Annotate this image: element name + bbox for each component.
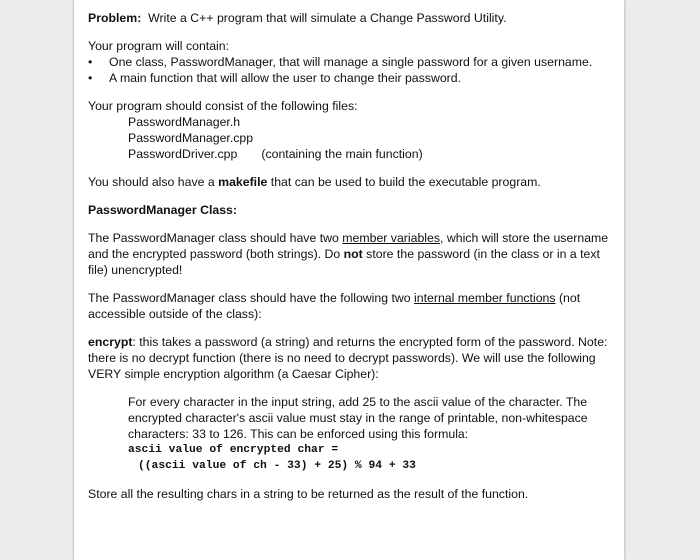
member-vars-text-after: store the password (in the class or in a text file) unencrypted! [88,247,600,277]
bullet-icon: • [88,55,93,69]
member-variables-term: member variables [342,231,441,245]
algorithm-block [88,394,612,474]
makefile-text-after: that can be used to build the executable program. [267,175,541,189]
file-note: (containing the main function) [261,147,423,161]
bullet-icon: • [88,71,93,85]
contains-intro: Your program will contain: [88,39,230,53]
encrypt-function-name: encrypt [88,335,133,349]
makefile-text-before: You should also have a [88,175,219,189]
bullet-item [88,70,612,86]
document-page [74,0,624,560]
document-content [88,10,612,502]
problem-statement [88,10,612,26]
file-name: PasswordDriver.cpp [128,147,238,161]
formula-line-2: ((ascii value of ch - 33) + 25) % 94 + 33 [138,460,416,472]
member-vars-text-middle: , which will store the username and the encrypted password (both strings). Do [88,231,609,261]
internal-member-functions-term: internal member functions [414,291,556,305]
formula-line-1: ascii value of encrypted char = [128,444,339,456]
algorithm-text: For every character in the input string, add 25 to the ascii value of the character. The encrypted character's ascii value must stay in the range of printable, non-whitespace characters: 33 to 126. This can be enforced using this formula: [128,395,588,441]
bullet-item-text: A main function that will allow the user to change their password. [109,71,462,85]
bullet-item-text: One class, PasswordManager, that will manage a single password for a given username. [109,55,593,69]
file-list [88,114,612,162]
makefile-keyword: makefile [218,175,268,189]
files-intro: Your program should consist of the following files: [88,99,358,113]
file-item: PasswordManager.h [128,115,241,129]
member-variables-paragraph [88,230,612,278]
file-item [128,146,612,162]
internal-funcs-text-before: The PasswordManager class should have the following two [88,291,415,305]
file-item: PasswordManager.cpp [128,131,254,145]
makefile-paragraph [88,174,612,190]
member-vars-emphasis: not [343,247,363,261]
encrypt-description: : this takes a password (a string) and returns the encrypted form of the password. Note: there is no decrypt function (there is no need to decrypt passwords). We will use the following VERY simple encryption algorithm (a Caesar Cipher): [88,335,608,381]
internal-functions-paragraph [88,290,612,322]
member-vars-text-before: The PasswordManager class should have two [88,231,343,245]
store-result-paragraph: Store all the resulting chars in a string to be returned as the result of the function. [88,487,529,501]
bullet-item [88,54,612,70]
encrypt-paragraph [88,334,612,382]
problem-text: Write a C++ program that will simulate a Change Password Utility. [148,11,507,25]
class-heading: PasswordManager Class: [88,203,237,217]
problem-label: Problem: [88,11,142,25]
internal-funcs-text-after: (not accessible outside of the class): [88,291,581,321]
